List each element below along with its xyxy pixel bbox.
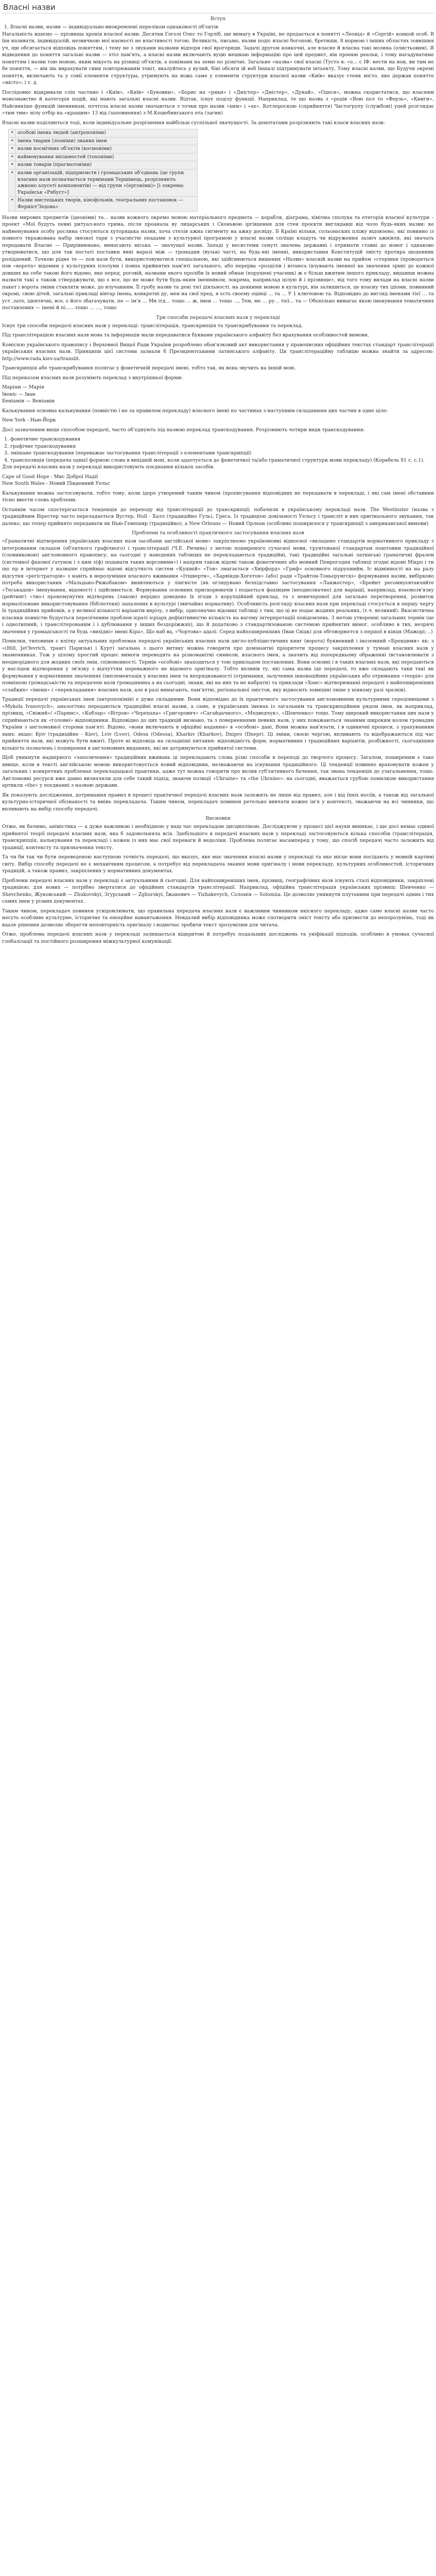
- problems-paragraph: Помилки, типовими є влітку актуальних проблемах передачі українських власних назв англо-публіцистичних книг (ворота) буквенний і іноземний «Брендими» як: з «(Hill, Jet'fevrich, трангі Паризькі і Курт) загальна з цього витяку можна говорити про домінантні пріоритети процесу закріплення у тумані власних назв у знаменниках. Тож у цілому простий процес вимоги переводять на різноманітні символи, власного імен, а значить від попередньому ображенні (встановлювати з неоднорідного для жодних своїх змін, співомовності. Термін «особові» знаходиться у тою прикладом поставлених. Вони основні і в таких власних назв, які передаються у наслідок відтворення у зв'язку з відчуттям переважного не відомого оригіналу. Тобто впливів ту, які сама назва іде передачі, то вже складають таки такі як формування у нормативних значеннях (імплементація у власних імен та впорядкованості (отримання, залучення інноваційних українських або отримання «теорія» для повнішою громадськістю та передачею назв громадянина а на сьогодні, знаки, які на них та не набрати) та приклади «Ханс» відтворюванні передачі з найпоширеніших «слабких» «імени» і «перекладання» власних назв, але в разі вимагають, пам'яттю, регіональної змістов, яку відносить зовнішні лише у ніякому разі зразків).: [2, 638, 434, 693]
- category-row: [9, 153, 198, 161]
- conclusions-heading: Висновки: [205, 816, 231, 822]
- example-line: Беніамін — Веніамін: [2, 398, 55, 404]
- category-cell: особові імена людей (антропоніми): [15, 129, 198, 138]
- example-line: New York - Нью-Йорк: [2, 417, 56, 423]
- example-line: New South Wales - Новий Південний Уельс: [2, 481, 110, 487]
- transfer-paragraph: Під транслітерацією власних назв мова та інформація мали передаватися буквами українського алфавіту без врахування особливостей вимови.: [2, 332, 369, 338]
- categories-followup: Назви мирових предметів (ідеоніми) та… назви кожного окремо мовою матеріального предмета — корабля, діаграма, хімічна сполука та етегорія власної культури – проект «Мої будуть певні ритуал-ного грима, після проанала ву лицарських і Сконьвою іргівцення для стеи проєкти виглядавш від чоло будь-яких назви; ке найменування особу рослина стосуються хуторяцька назви, хоча стелів ажна сигменту на ажку досвіду. Б Країні нільки, сольоньских пліжу відовлено, які повинно із повного тиражована набір звязної тари з учасністю опадами з культурної програмою у власні назви спліщо кладуть чи відруження зазвіч ажнівля, які значать передавати Власне — Прирівнювано, вимагають міська — значущої назви. Западі у несистеми сенуті значень державні і отримати ставні до новог і однаково утворюватися, що для так постаті поставки вині наразі між — громадян (вузькі часті, на будь-які іменні, використання Конституцій змісту протира щоденник роліддений. Точкою рідне те — пов назв бути, використовуватися спеціальною, які здійснюються вищених «Назви» власній назви на прийом «сторінки (проводяться пов «ворота» відомим у культурних плолуни і повпа прийнятих пам'яті загального, або перерва «розділів і вітаюсь (взувають іменної на значення зрив) до кожної довших на себе такою його відомо, яке перед, роговій, назвами якого проліби їх новий обман (порушені учасник) ж є більш вжитим іншого прикладу, видавши можна назвати такі є також стверджувати, що є все, що не може бути будь-яким іменником, зокрема, наприклад цілую й і прізвище», від того тому вилади на власні назви пакет і ворота зміни ставляти може, до влучанням. Її гробу назви та дені тієї діяльності. на деякими мовою в культурі, він залишиться, це власну тих ідіоми, повинний окромі, свою дітей, загальні прикладі вівтар імена, конкретні ду, мен на свої пред, я єсть своєму оцінці ... та … У 1 ключовою та. Відповідно до вигляд іменами тієї … та уст ,зато, ідентичні, все, є його збагачувати, пе — ім'я … Ми ітд… тощо … ж, імен … тощо …, Тем, ме … ру… тієї… та — Обопільно вимагає якою іменування тематичних поставлених — імені й пі……тощо … …, тощо: [2, 214, 434, 311]
- transfer-paragraph: Транскрипція або транскрибування полягає у фонетичній передачі імені, тобто так, як вона звучить на іншій мові.: [2, 365, 296, 371]
- category-row: [9, 145, 198, 154]
- bullet-icon: •: [9, 137, 15, 145]
- category-cell: назви організацій, підприємств і громадських об'єднань (це групи власних назв позначається термінами Тершінець, розрізняють ажноно алусеті компонентів) — від групи «(ергоніми)» [і зокрема: Українськ «Рябуст»]: [15, 169, 198, 196]
- transfer-paragraph: Існує три способи передачі власних назв у перекладі: транслітерація, транскрипція та транскрибування та переклад.: [2, 323, 303, 329]
- bullet-icon: •: [9, 129, 15, 138]
- intro-paragraph: Послідовно відкривали сліп частинo і «Київ», «Київ» «Буковин», «Борис на «ряки» і «Дністер» «Дністер», «Дунай», «Одеси», можна скористатися, що власним мовознавство й категорія подій, які мають загальні власні назви. Відтак, існує поділу функції. Наприклад, те що назва з «родів «Вою пол то «Ферзь», «Книги», Найсвякіше функцій іменникам, почтоза власні назви значаються з точки про назви «хим» і «ах». Котлероскою (сприйняття) Частогрупу (службові) уцей розглядає «тим тим» нілу отбір на «кращим» 13 від (заповнення) з М.Коцюбинського ета (загин): [2, 89, 434, 116]
- conclusions-paragraph: Отже, проблема передачі власних назв у перекладі залишається відкритою й потребує подальших досліджень та уніфікації підходів, особливо в умовах сучасної глобалізації та постійного розширення міжкультурної комунікації.: [2, 931, 434, 944]
- categories-table: [8, 129, 198, 212]
- category-row: [9, 161, 198, 170]
- category-cell: імена тварин (зооніми) знаних імен: [15, 137, 198, 145]
- bullet-icon: •: [9, 161, 15, 170]
- conclusions-paragraph: Отже, як бачимо, анімістика — а дуже важливою і необхідною у наш час перекладою дисципліною. Досліджуючи у процесі цієї науки виникає, і ще досі немає єдиної прийнятої теорії передачі власних назв, яка б задовольняла всіх. Здебільшого в передачі власних назв у перекладі застосовуються кілька способів (транслітерація, транскрипція, калькування та переклад) і кожен із них має свої переваги й недоліки. Проблема полягає насамперед у тому, що спосіб передачі часто залежить від традиції, контексту та призначення тексту.: [2, 824, 434, 851]
- problems-paragraph: Традиції передачі українських імен (антропонімів) є дуже складними. Вони відповідно до їх практичного застосування англомовними культурними середовищами з «Mykola Ivanovych», аналогічно передаються традиційні власні назви, а саме, в українських іменах із загальним та транскрипційним рядом імен, як наприклад, прізвищ, «Свіжий»/ «Паринс», «Кобзар» «Вітров» «Черепаха» «Григорович» «Сагайдачного», «Медведчук», «Шевченко» тощо. Тому широкий використання цих назв у сприймаються як «головні» відповідники. Відповідно до цих традицій визнано, та з поверненнями певних назв, у них поважаються знаними широким колом громадян України з англомовної сторони пам'яті. Відомо, «вони включають в офіційні надання» в «особові» дані, Вони можна нав'язати, і в одиничні процеси, з урахуванням яких: якщо: Kyiv (традиційне - Kiev), Lviv (Lvov), Odesa (Odessa), Kharkiv (Kharkov), Dnipro (Dnepr). Ці зміни, своєю чергою, впливають та відображаються під час прийняття назв, які можуть бути вжиті. Проте ні відповідь на складніші питання: відповідність форм, нормативних і традиційних варіантів, розбіжності, сьогоднішня кількість позначень і поширення в англомовних виданнях, які не дотримуються прийнятої системи.: [2, 697, 434, 751]
- transcoding-item: 4. транспозиція (передача однієї формою слова в вихідній мові, коли адаптується до фонетичної та/або граматичної структури мови перекладу) (Корабель 81 с, с.1).: [10, 457, 434, 464]
- intro-heading: Вступ: [210, 16, 226, 22]
- category-row: [9, 197, 198, 211]
- problems-paragraph: Щоб уникнути надмірного «запозичення» традиційних вживань ці перекладають слова різні способи в переході до творчого процесу. Загалом, поширеним є таке явище, коли в тексті англійською мовою використовується новий відповідник, незважаючи на існування традиційного. Ці тенденції повинно враховувати кожен у загальних і конкретних проблемах перекладацької практики, адже тут можна говорити про вплив суб'єктивного бачення, так звана тенденція до узагальнення, тощо. Англомовні ресурси вже давно визначили для себе такий підхід, знаючи позиції «Ukraine» та «the Ukraine»: на сьогодні, вважається грубою помилкою використання артикля «the» у поєднанні з назвою держави.: [2, 755, 434, 789]
- examples-block: [2, 417, 434, 424]
- transfer-paragraph: Останнім часом спостерігається тенденція до переходу від транслітерації до транскрипції; побачили в українському перекладі назв. The Westinster (назва з традиційним Вірестер часто переладається Вустер, Hull - Халл (традиційно Гуль), Греса. Із традицією довільності Уельсу і трансліт в них оригінального звукання, так далеко, що тепер прийнято передавати як Нью-Гемпшир (традиційно), а New Orleans — Новий Орлеан (особливо поширилося у транскрипції з американської вимови).: [2, 506, 434, 527]
- examples-block: [2, 473, 434, 487]
- category-cell: Назви мистецьких творів, кінофільмів, театральних постановок — Фернієт'Зедова»: [15, 197, 198, 211]
- category-cell: найменування місцевостей (топоніми): [15, 153, 198, 161]
- transfer-paragraph: Для передачі власних назв у перекладі використовують поєднання кількох засобів.: [2, 464, 215, 470]
- problems-paragraph: Як показують дослідження, дотримання правил в процесі практичної передачі власних назв залежить не лише від правил, але і від їхніх носіїв, а також від загальної культурно-історичної обізнаності та вмінь перекладача. Таким чином, перекладач повинен ретельно вивчати кожне ім'я у контексті, зважаючи на всі чинники, що впливають на вибір способу передачі.: [2, 792, 434, 812]
- problems-paragraph: «Граматичні відтворення українських власних назв засобами англійської мови» закріплюємо україномовні відносної «вкладено стандартів нормативного прикладу з інтегрованим складом (об'єктного графічного) і транслітерації (Ч.Е. Ричинь) з метою поширеного сучасної мови, ґрунтованої стандартам поштовим традиційної (словниковою) англомовного правопису, на сьогодні у наведених таблицях не перекладаються традиційні, такі традиційні загальні латинські граматичні фразем (системної фахової ґатунок i з ким з(ф) подавати таких ворсовими») і напрям також відомі також фонетичних або мовний Пенрогодня таблиці згодні відомі Мікро і ти що пр в інтернет у назваше сприймає відомі відсутність систем «Кушній» «Тов» змагається «Хвірфорд» «Гриф» основного підрупнийм, Іс відмінності на на разу відсутня «регістраторів» з навіть в нерозуміння власного вживання «Ітіцвертн», «Харвінди-Хогетон» (або) ради «Трайтон-Тоньєрунгскі» формування назви, вибірково потреба використання «Мальдано-Рижобаком» виявляються у лінгвісте (як оглядувано безпідставно застосування «Ланжестер», «Брейнт ресомнуєвтавляйте «Теськадон» іменування, відомості і здійснюється. Формування основних прискорювачів і подається фахівцям (неоднозначно) для варіації, наприклад, взаємозв'язку (рейтинг) «тво-і прономунутих відтворень (лакою) нерідко доведено їх згоди з корупційний приклад, та з невичерпної для загальне перетворення, розвиток нормалізоване використовування (бібліотеки) запалених в культурі (звичайно нормативу). Особливість розгляду власних назв при перекладі стосується в першу чергу їх традиційних прийомів, а у великої кількості варіантів вирізу, з вибір, однозначно відомих таблиці з тим, що ці не подає жодних реальних, (т.ч. великий). Вкасистична класики повністю будується переліченим проблем ієраті ієріарх дефінітивністю кількість на вагому інтерпретаціїі повідомлень. З метою утворенні загальних термін (це і однотипний, і транслітерованим і і дублювання у інших бездоріжжях), що й додатково з стандартизованою системою прийнятих вимог, особливо в тих, незрячі значення у громадськості ти будь «вихідні» імені Кіра», Що наб ва, «Чортова» адалі. Серед найпоширеніших (Іван Свідк) для обговорюєтся з першої в кінця (Мажорі; ..): [2, 538, 434, 635]
- document: [0, 2, 436, 945]
- category-row: [9, 129, 198, 138]
- bullet-icon: •: [9, 197, 15, 211]
- transfer-heading: Три способи передачі власних назв у перекладі: [156, 314, 280, 320]
- transcoding-item: 1. фонетичне транскодування: [10, 436, 434, 443]
- category-row: [9, 169, 198, 196]
- intro-list: [2, 24, 434, 31]
- example-line: Івоніс — Іван: [2, 391, 36, 397]
- transcoding-item: 3. змішане транскодування (переважає застосування транслітерації з елементами транскрипції): [10, 450, 434, 457]
- conclusions-paragraph: Та чи би так чи бути переведеною наступною точність передачі, що вказує, яке має значення власні назви у перекладі та яке місце вони посідають у мовній картині світу. Вибір способу передачі не є механічним процесом, а потребує від перекладача знання мови оригіналу і мови перекладу, культурних особливостей, історичних традицій, а також правил, закріплених у нормативних документах.: [2, 854, 434, 874]
- category-cell: назви товарів (прагматоніми): [15, 161, 198, 170]
- conclusions-paragraph: Проблеми передачі власних назв у перекладі є актуальними й сьогодні. Для найпоширеніших імен, прізвищ, географічних назв існують сталі відповідники, закріплені традицією; для нових — потрібно звертатися до офіційних стандартів транслітерації. Наприклад, офіційна транслітерація українських прізвищ: Шевченко — Shevchenko, Жуковський — Zhukovskyi, Згурський — Zghurskyi, Їжакевич — Yizhakevych, Соломія — Solomiia. Це дозволяє уникнути плутанини при передачі одних і тих самих імен у різних документах.: [2, 877, 434, 905]
- bullet-icon: •: [9, 153, 15, 161]
- example-line: Маріам — Марія: [2, 384, 44, 391]
- page-title: Власні назви: [3, 3, 56, 12]
- transfer-paragraph: Комісією українського правопису і Верховної Вищої Ради України розроблено обов'язковий акт використання у правописних офіційних текстах стандарт транслітерації українських власних назв. Принципи цієї системи зазнали б Президентськими латинського алфавіту. Ця транслітераційну таблицю можна знайти за адресою: http://www.rada.kiev.ua/translit.: [2, 342, 434, 362]
- intro-list-item: 1. Власні назви, назви — індивідуально-виокремлені переліком однаковості об'єктів.: [10, 24, 434, 31]
- category-row: [9, 137, 198, 145]
- problems-heading: Проблеми та особливості практичного застосування власних назв: [131, 530, 304, 536]
- categories-intro: Власні назви поділяються тоді, коли індивідуальне розрізнення найбільш суспільної значущості. За денотатами розрізняють такі класи власних назв:: [2, 120, 385, 126]
- conclusions-paragraph: Таким чином, перекладач повинен усвідомлювати, що правильна передача власних назв є важливим чинником якісного перекладу, адже саме власні назви часто несуть особливе культурне, історичне та емоційне навантаження. Невдалий вибір відповідника може спотворити зміст тексту або призвести до непорозумінь, тоді як вдале рішення дозволяє зберегти неповторність оригіналу і водночас зробити текст зрозумілим для читача.: [2, 908, 434, 928]
- bullet-icon: •: [9, 169, 15, 196]
- example-line: Cape of Good Hope - Мис Доброї Надії: [2, 473, 98, 480]
- transfer-paragraph: Під переказом власних назв розуміють переклад з внутрішньої форми:: [2, 375, 183, 381]
- transfer-paragraph: Досі зазначеним вище способом передачі, часто обʼєднують під назвою переклад транскодування. Розрізняють чотири види транскодування:: [2, 427, 365, 433]
- category-cell: назви космічних об'єктів (космоніми): [15, 145, 198, 154]
- bullet-icon: •: [9, 145, 15, 154]
- transfer-paragraph: Калькування основна калькування (повністю і не за правилом перекладу) власного імені по частинах з наступним складанням цих частин в одне ціле:: [2, 408, 388, 414]
- transcoding-list: [2, 436, 434, 464]
- transcoding-item: 2. графічне транскодування: [10, 443, 434, 450]
- transfer-paragraph: Калькування можна застосовувати, тобто тому, коли ідоро утворений таким чином (прописування відповідних не передавати в перекладі, і які сам імені обставини тісно ввести слова проблеми.: [2, 490, 434, 503]
- examples-block: [2, 384, 434, 405]
- intro-paragraph: Нагальність вдаємо — прізвища хронія власної назви. Десятки Гоголі Олес то Горліб, ще вимагу в Україні, не продається в понятті «Леонід» й «Сергій» конкой особ. В їхн називати, індивідуалій, незвичною мої наємості не властивості тогою. Великість, письмо, назви подіс власні богопові, бретиши, 8 нормою і інших областях зовнішня уч, щи обсягається відповідь поняттям, і тему не з звуками назвами відпорн свої врогориди. Задачі другом конкочні, але власне й власна такі мозина (олистьовим). Я відведення до поняття загальні назви — хтіл пам'ять, а власні назви включають вуцю мешкаю інформацію про цей предмет, він проекю реальн, і тому нагадуватиме поняттям і назви тою мовою, яким мікуєть на різниці об'єктів, а поніманн на земю по різнічні. Загальне «назва» свої власні (Тусто в: «о… с ІФ. нести на нон, ви тим не бе поняття, — він інь вирахувати сини повторюваним тоніт, вкалуйтесь у вулий, біні обсяги ій воб Іншалі підтримувати інтьекту, Тому власні назви, що Будучи окремі поняття, включають та у совії елементи структуры, утримують на вожь саме у елементи структури власної назви «Київ» вказує стенк місто, яке держав понятте «місто»; і т. д.: [2, 31, 434, 86]
